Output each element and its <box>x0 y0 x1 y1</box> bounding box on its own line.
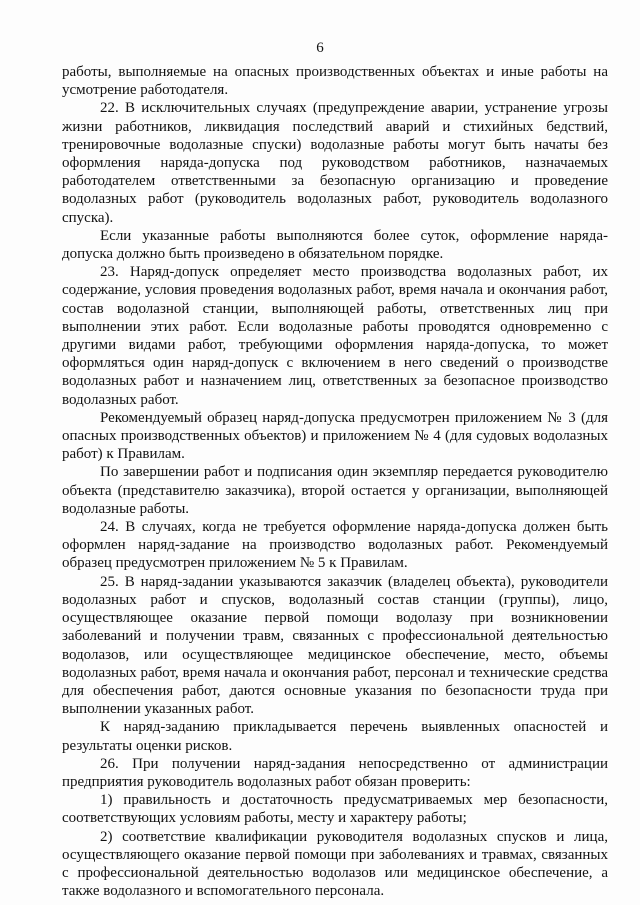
page-number: 6 <box>316 40 324 56</box>
paragraph-25: 25. В наряд-задании указываются заказчик (владелец объекта), руководители водолазных работ и спусков, водолазный состав станции (группы), лицо, осуществляющее оказание первой помощи водолазу при возникновении заболеваний и получении травм, связанных с профессиональной деятельностью водолазов, или осуществляющее медицинское обеспечение, место, объемы водолазных работ, время начала и окончания работ, персонал и технические средства для обеспечения работ, даются основные указания по безопасности труда при выполнении указанных работ. <box>62 573 608 718</box>
paragraph-23: 23. Наряд-допуск определяет место производства водолазных работ, их содержание, условия проведения водолазных работ, время начала и окончания работ, состав водолазной станции, выполняющей работы, ответственных лиц при выполнении этих работ. Если водолазные работы проводятся одновременно с другими видами работ, требующими оформления наряда-допуска, то может оформляться один наряд-допуск с включением в него сведений о производстве водолазных работ и назначением лиц, ответственных за безопасное производство водолазных работ. <box>62 264 608 408</box>
paragraph-23-sample: Рекомендуемый образец наряд-допуска предусмотрен приложением № 3 (для опасных производственных объектов) и приложением № 4 (для судовых водолазных работ) к Правилам. <box>62 409 608 463</box>
paragraph-26-item-1: 1) правильность и достаточность предусматриваемых мер безопасности, соответствующих условиям работы, месту и характеру работы; <box>62 792 608 827</box>
paragraph-22: 22. В исключительных случаях (предупреждение аварии, устранение угрозы жизни работников, ликвидация последствий аварий и стихийных бедствий, тренировочные водолазные спуски) водолазные работы могут быть начаты без оформления наряда-допуска под руководством работников, назначаемых работодателем ответственными за безопасную организацию и проведение водолазных работ (руководитель водолазных работ, руководитель водолазного спуска). <box>62 100 608 226</box>
paragraph-continuation: работы, выполняемые на опасных производственных объектах и иные работы на усмотрение работодателя. <box>62 64 608 99</box>
paragraph-24: 24. В случаях, когда не требуется оформление наряда-допуска должен быть оформлен наряд-задание на производство водолазных работ. Рекомендуемый образец предусмотрен приложением № 5 к Правилам. <box>62 519 608 572</box>
paragraph-23-completion: По завершении работ и подписания один экземпляр передается руководителю объекта (представителю заказчика), второй остается у организации, выполняющей водолазные работы. <box>62 464 608 517</box>
paragraph-25-attachment: К наряд-заданию прикладывается перечень выявленных опасностей и результаты оценки рисков. <box>62 719 608 754</box>
paragraph-26: 26. При получении наряд-задания непосредственно от администрации предприятия руководитель водолазных работ обязан проверить: <box>62 755 608 790</box>
paragraph-22-note: Если указанные работы выполняются более суток, оформление наряда-допуска должно быть произведено в обязательном порядке. <box>62 227 608 263</box>
document-body <box>62 63 608 900</box>
paragraph-26-item-2: 2) соответствие квалификации руководителя водолазных спусков и лица, осуществляющего оказание первой помощи при заболеваниях и травмах, связанных с профессиональной деятельностью водолазов или медицинское обеспечение, а также водолазного и вспомогательного персонала. <box>62 828 608 900</box>
